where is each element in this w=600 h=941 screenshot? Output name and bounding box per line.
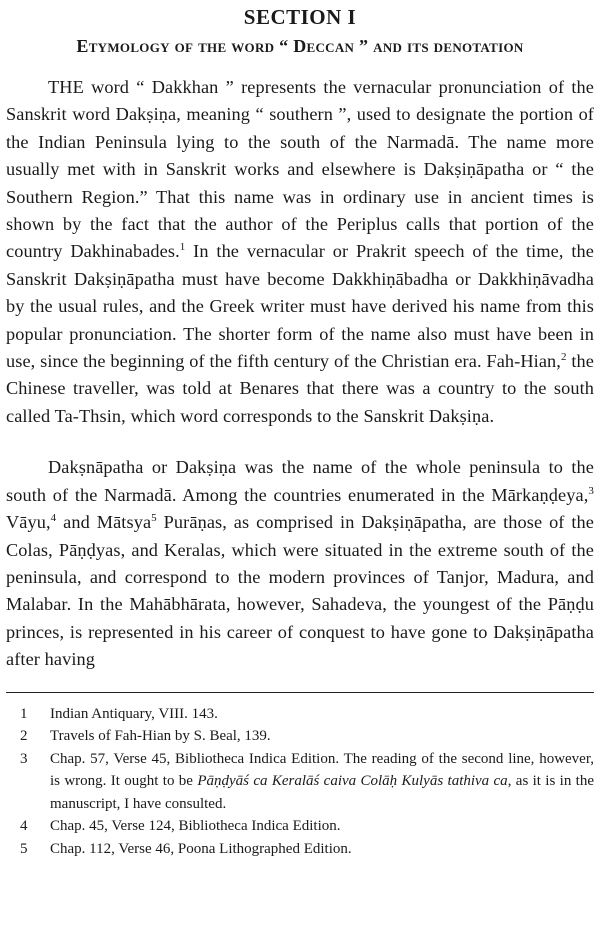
- paragraph-text: the Chinese traveller, was told at Benares that there was a country to the south called Ta-Thsin, which word corresponds to the Sanskrit Dakṣiṇa.: [6, 351, 594, 426]
- footnote-text: Chap. 45, Verse 124, Bibliotheca Indica Edition.: [50, 818, 341, 835]
- footnote-number: 5: [20, 840, 28, 857]
- footnote-number: 2: [20, 728, 28, 745]
- footnote-item: [6, 838, 594, 861]
- footnote-number: 1: [20, 705, 28, 722]
- footnote-text: Indian Antiquary, VIII. 143.: [50, 705, 218, 722]
- body-paragraph-1: [6, 74, 594, 430]
- footnote-ref-2[interactable]: 2: [560, 350, 567, 363]
- footnote-ref-1[interactable]: 1: [179, 241, 186, 254]
- footnotes-list: [6, 703, 594, 861]
- chapter-subtitle: Etymology of the word “ Deccan ” and its denotation: [76, 36, 524, 56]
- footnote-item: [6, 748, 594, 816]
- footnote-text: Travels of Fah-Hian by S. Beal, 139.: [50, 728, 271, 745]
- footnote-text: Chap. 112, Verse 46, Poona Lithographed Edition.: [50, 840, 352, 857]
- footnote-item: [6, 703, 594, 726]
- paragraph-text: Vāyu,: [6, 512, 51, 533]
- body-paragraph-2: [6, 454, 594, 673]
- footnote-item: [6, 725, 594, 748]
- paragraph-text: and Mātsya: [56, 512, 152, 533]
- footnote-text: [50, 748, 594, 816]
- footnote-text-part: Chap. 57, Verse 45, Bibliotheca Indica Edition. The reading of the second line, however, is wrong. It ought to be: [50, 750, 594, 790]
- section-heading: SECTION I: [243, 5, 357, 29]
- footnote-text-part: , as it is in the manuscript, I have consulted.: [50, 773, 594, 812]
- footnote-item: [6, 815, 594, 838]
- footnote-ref-4[interactable]: 4: [50, 512, 57, 524]
- paragraph-text: Purāṇas, as comprised in Dakṣiṇāpatha, are those of the Colas, Pāṇḍyas, and Keralas, which were situated in the extreme south of the peninsula, and correspond to the modern provinces of Tanjor, Madura, and Malabar. In the Mahābhārata, however, Sahadeva, the youngest of the Pāṇḍu princes, is represented in his career of conquest to have gone to Dakṣiṇāpatha after having: [6, 512, 595, 670]
- paragraph-text: THE word “ Dakkhan ” represents the vernacular pronunciation of the Sanskrit word Dakṣiṇa, meaning “ southern ”, used to designate the portion of the Indian Peninsula lying to the south of the Narmadā. The name more usually met with in Sanskrit works and elsewhere is Dakṣiṇāpatha or “ the Southern Region.” That this name was in ordinary use in ancient times is shown by the fact that the author of the Periplus calls that portion of the country Dakhinabades.: [6, 77, 594, 262]
- paragraph-text: Dakṣnāpatha or Dakṣiṇa was the name of the whole peninsula to the south of the Narmadā. Among the countries enumerated in the Mārkaṇḍeya,: [6, 457, 594, 505]
- footnote-number: 3: [20, 750, 28, 767]
- footnote-italic-quote: Pāṇḍyāś ca Keralāś caiva Colāḥ Kulyās tathiva ca: [197, 773, 508, 790]
- footnote-ref-3[interactable]: 3: [588, 484, 594, 497]
- footnote-divider: [6, 692, 594, 693]
- paragraph-text: In the vernacular or Prakrit speech of the time, the Sanskrit Dakṣiṇāpatha must have become Dakkhiṇābadha or Dakkhiṇāvadha by the usual rules, and the Greek writer must have derived his name from this popular pronunciation. The shorter form of the name also must have been in use, since the beginning of the fifth century of the Christian era. Fah-Hian,: [6, 241, 594, 372]
- footnote-number: 4: [20, 818, 28, 835]
- footnote-ref-5[interactable]: 5: [151, 512, 157, 524]
